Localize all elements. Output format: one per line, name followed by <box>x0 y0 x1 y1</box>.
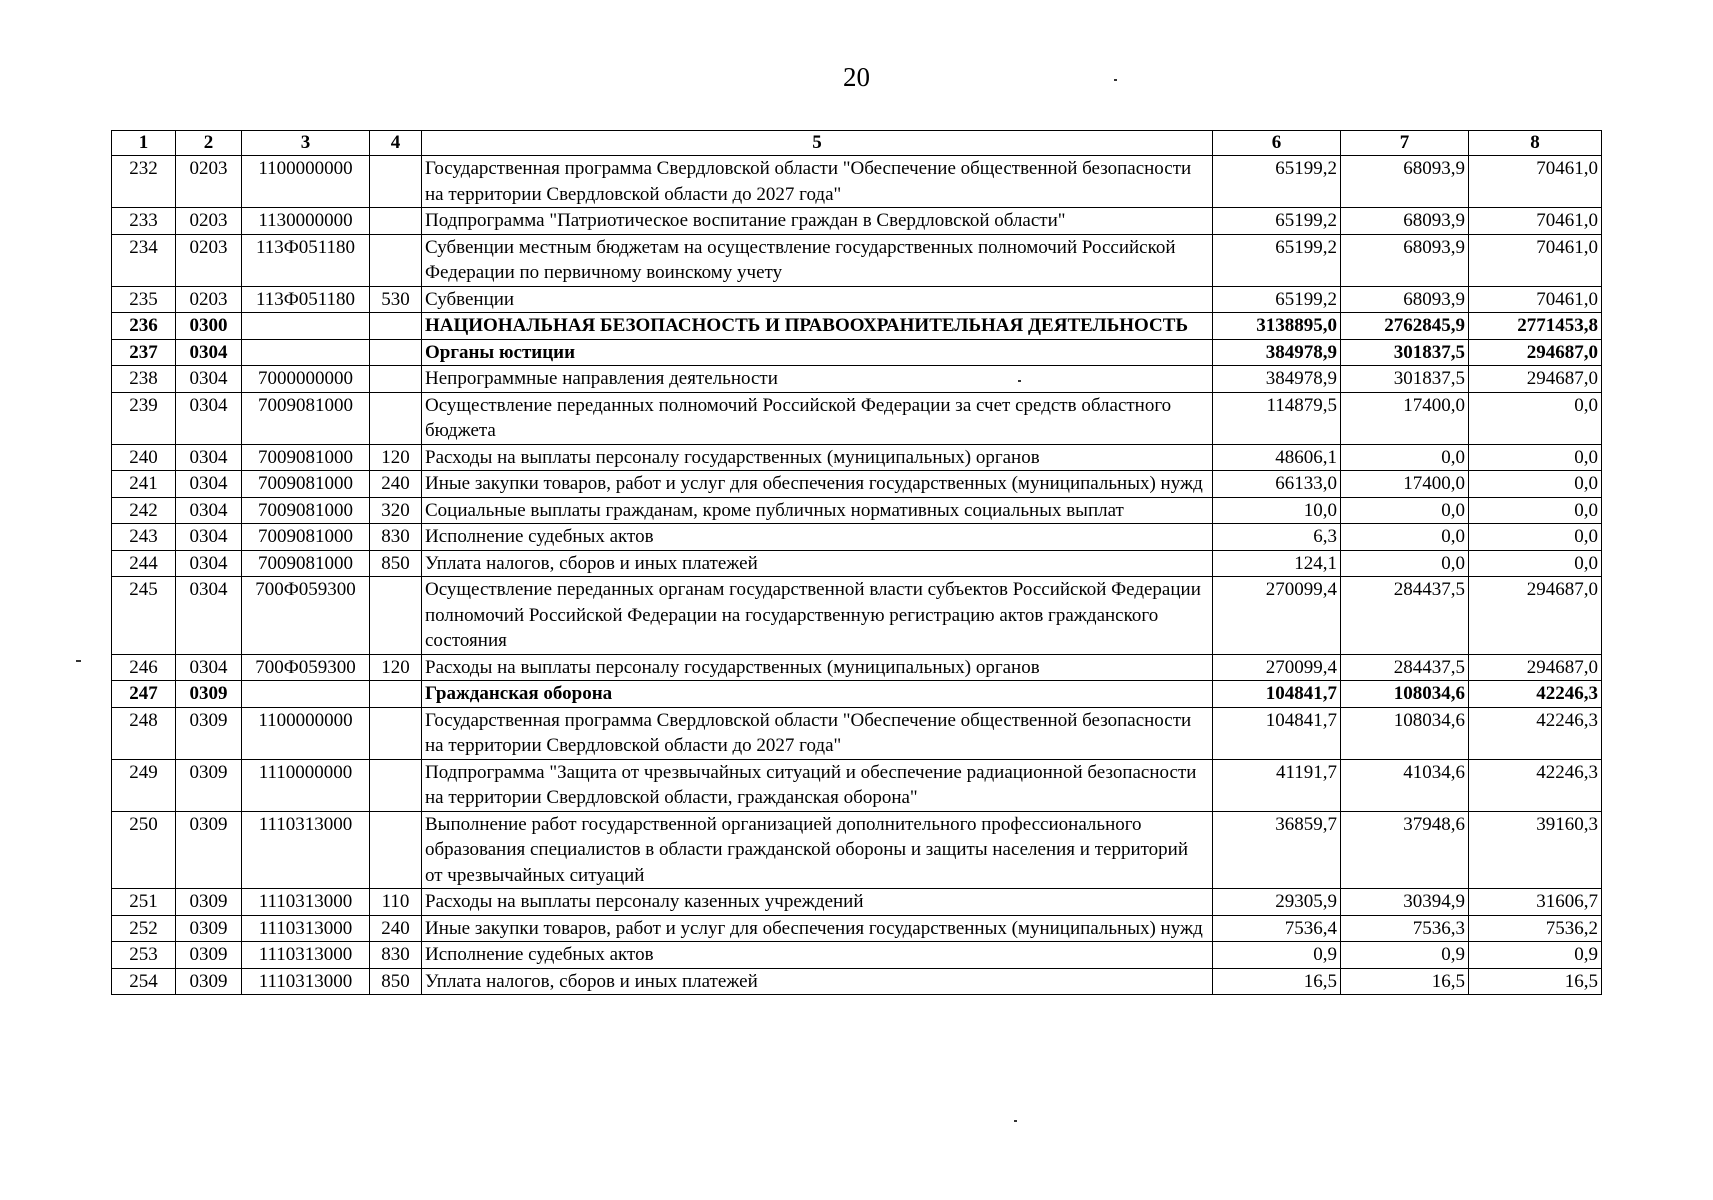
expense-type-code <box>370 811 422 889</box>
scan-speck <box>76 660 81 662</box>
table-row <box>112 577 1602 655</box>
header-col-8: 8 <box>1469 131 1602 156</box>
amount-col-6: 41191,7 <box>1213 759 1341 811</box>
row-number: 254 <box>112 968 176 995</box>
amount-col-7: 108034,6 <box>1341 681 1469 708</box>
item-name: Субвенции местным бюджетам на осуществление государственных полномочий Российской Федерации по первичному воинскому учету <box>422 234 1213 286</box>
target-code: 7009081000 <box>242 550 370 577</box>
amount-col-7: 68093,9 <box>1341 156 1469 208</box>
table-body <box>112 156 1602 995</box>
table-row <box>112 313 1602 340</box>
section-code: 0203 <box>176 156 242 208</box>
header-col-7: 7 <box>1341 131 1469 156</box>
item-name: Гражданская оборона <box>422 681 1213 708</box>
item-name: Расходы на выплаты персоналу государственных (муниципальных) органов <box>422 654 1213 681</box>
amount-col-7: 2762845,9 <box>1341 313 1469 340</box>
amount-col-6: 270099,4 <box>1213 654 1341 681</box>
amount-col-7: 37948,6 <box>1341 811 1469 889</box>
section-code: 0304 <box>176 471 242 498</box>
expense-type-code: 320 <box>370 497 422 524</box>
amount-col-8: 39160,3 <box>1469 811 1602 889</box>
amount-col-8: 7536,2 <box>1469 915 1602 942</box>
target-code: 7009081000 <box>242 392 370 444</box>
target-code: 1100000000 <box>242 707 370 759</box>
amount-col-6: 270099,4 <box>1213 577 1341 655</box>
expense-type-code: 530 <box>370 286 422 313</box>
target-code: 7009081000 <box>242 497 370 524</box>
amount-col-8: 0,0 <box>1469 471 1602 498</box>
row-number: 250 <box>112 811 176 889</box>
amount-col-7: 68093,9 <box>1341 234 1469 286</box>
table-row <box>112 234 1602 286</box>
amount-col-8: 0,0 <box>1469 444 1602 471</box>
item-name: Государственная программа Свердловской области "Обеспечение общественной безопасности на территории Свердловской области до 2027 года" <box>422 707 1213 759</box>
amount-col-7: 41034,6 <box>1341 759 1469 811</box>
amount-col-8: 16,5 <box>1469 968 1602 995</box>
amount-col-8: 294687,0 <box>1469 577 1602 655</box>
amount-col-8: 0,0 <box>1469 550 1602 577</box>
row-number: 243 <box>112 524 176 551</box>
target-code: 1110313000 <box>242 915 370 942</box>
table-row <box>112 707 1602 759</box>
row-number: 253 <box>112 942 176 969</box>
row-number: 233 <box>112 208 176 235</box>
header-col-1: 1 <box>112 131 176 156</box>
target-code: 113Ф051180 <box>242 286 370 313</box>
expense-type-code: 830 <box>370 942 422 969</box>
item-name: Иные закупки товаров, работ и услуг для обеспечения государственных (муниципальных) нужд <box>422 915 1213 942</box>
item-name: Непрограммные направления деятельности <box>422 366 1213 393</box>
section-code: 0309 <box>176 889 242 916</box>
section-code: 0203 <box>176 208 242 235</box>
amount-col-8: 70461,0 <box>1469 234 1602 286</box>
scan-speck <box>1018 380 1021 382</box>
amount-col-8: 294687,0 <box>1469 366 1602 393</box>
target-code: 7009081000 <box>242 444 370 471</box>
expense-type-code: 240 <box>370 471 422 498</box>
row-number: 249 <box>112 759 176 811</box>
table-row <box>112 392 1602 444</box>
amount-col-6: 6,3 <box>1213 524 1341 551</box>
item-name: Осуществление переданных органам государственной власти субъектов Российской Федерации полномочий Российской Федерации на государственную регистрацию актов гражданского состояния <box>422 577 1213 655</box>
row-number: 232 <box>112 156 176 208</box>
expense-type-code: 850 <box>370 550 422 577</box>
item-name: Исполнение судебных актов <box>422 942 1213 969</box>
amount-col-6: 65199,2 <box>1213 234 1341 286</box>
item-name: Государственная программа Свердловской области "Обеспечение общественной безопасности на территории Свердловской области до 2027 года" <box>422 156 1213 208</box>
expense-type-code <box>370 234 422 286</box>
row-number: 238 <box>112 366 176 393</box>
table-row <box>112 915 1602 942</box>
row-number: 236 <box>112 313 176 340</box>
expense-type-code <box>370 577 422 655</box>
item-name: Исполнение судебных актов <box>422 524 1213 551</box>
table-row <box>112 497 1602 524</box>
expense-type-code: 830 <box>370 524 422 551</box>
row-number: 244 <box>112 550 176 577</box>
section-code: 0304 <box>176 366 242 393</box>
target-code: 7000000000 <box>242 366 370 393</box>
table-row <box>112 471 1602 498</box>
amount-col-8: 70461,0 <box>1469 156 1602 208</box>
amount-col-7: 0,9 <box>1341 942 1469 969</box>
section-code: 0309 <box>176 681 242 708</box>
table-row <box>112 968 1602 995</box>
item-name: Органы юстиции <box>422 339 1213 366</box>
table-row <box>112 444 1602 471</box>
table-row <box>112 811 1602 889</box>
amount-col-6: 65199,2 <box>1213 208 1341 235</box>
amount-col-6: 3138895,0 <box>1213 313 1341 340</box>
section-code: 0304 <box>176 550 242 577</box>
amount-col-7: 0,0 <box>1341 497 1469 524</box>
scan-speck <box>1014 1120 1017 1122</box>
row-number: 234 <box>112 234 176 286</box>
section-code: 0300 <box>176 313 242 340</box>
amount-col-7: 301837,5 <box>1341 339 1469 366</box>
amount-col-7: 108034,6 <box>1341 707 1469 759</box>
table-row <box>112 366 1602 393</box>
target-code: 1110313000 <box>242 811 370 889</box>
target-code: 1110000000 <box>242 759 370 811</box>
table-row <box>112 524 1602 551</box>
section-code: 0304 <box>176 339 242 366</box>
row-number: 246 <box>112 654 176 681</box>
target-code: 1110313000 <box>242 968 370 995</box>
target-code: 1130000000 <box>242 208 370 235</box>
amount-col-8: 70461,0 <box>1469 208 1602 235</box>
table-header-row <box>112 131 1602 156</box>
amount-col-8: 0,0 <box>1469 524 1602 551</box>
amount-col-7: 17400,0 <box>1341 471 1469 498</box>
target-code: 700Ф059300 <box>242 654 370 681</box>
header-col-4: 4 <box>370 131 422 156</box>
amount-col-6: 48606,1 <box>1213 444 1341 471</box>
section-code: 0203 <box>176 286 242 313</box>
header-col-6: 6 <box>1213 131 1341 156</box>
amount-col-7: 0,0 <box>1341 524 1469 551</box>
expense-type-code <box>370 313 422 340</box>
expense-type-code <box>370 366 422 393</box>
amount-col-6: 65199,2 <box>1213 156 1341 208</box>
item-name: Подпрограмма "Патриотическое воспитание граждан в Свердловской области" <box>422 208 1213 235</box>
section-code: 0309 <box>176 707 242 759</box>
amount-col-7: 17400,0 <box>1341 392 1469 444</box>
row-number: 252 <box>112 915 176 942</box>
item-name: Уплата налогов, сборов и иных платежей <box>422 968 1213 995</box>
amount-col-7: 16,5 <box>1341 968 1469 995</box>
page-number: 20 <box>843 62 870 92</box>
target-code: 113Ф051180 <box>242 234 370 286</box>
row-number: 235 <box>112 286 176 313</box>
header-col-3: 3 <box>242 131 370 156</box>
expense-type-code: 120 <box>370 444 422 471</box>
amount-col-7: 284437,5 <box>1341 654 1469 681</box>
amount-col-8: 31606,7 <box>1469 889 1602 916</box>
amount-col-6: 114879,5 <box>1213 392 1341 444</box>
section-code: 0309 <box>176 968 242 995</box>
amount-col-8: 42246,3 <box>1469 681 1602 708</box>
amount-col-6: 36859,7 <box>1213 811 1341 889</box>
expense-type-code <box>370 707 422 759</box>
table-row <box>112 156 1602 208</box>
amount-col-6: 384978,9 <box>1213 366 1341 393</box>
amount-col-8: 0,0 <box>1469 497 1602 524</box>
expense-type-code: 240 <box>370 915 422 942</box>
expense-type-code: 850 <box>370 968 422 995</box>
header-col-2: 2 <box>176 131 242 156</box>
section-code: 0309 <box>176 915 242 942</box>
table-row <box>112 550 1602 577</box>
amount-col-6: 124,1 <box>1213 550 1341 577</box>
expense-type-code <box>370 681 422 708</box>
row-number: 242 <box>112 497 176 524</box>
amount-col-7: 301837,5 <box>1341 366 1469 393</box>
header-col-5: 5 <box>422 131 1213 156</box>
item-name: Социальные выплаты гражданам, кроме публичных нормативных социальных выплат <box>422 497 1213 524</box>
row-number: 248 <box>112 707 176 759</box>
section-code: 0309 <box>176 942 242 969</box>
amount-col-6: 7536,4 <box>1213 915 1341 942</box>
item-name: Иные закупки товаров, работ и услуг для обеспечения государственных (муниципальных) нужд <box>422 471 1213 498</box>
amount-col-6: 66133,0 <box>1213 471 1341 498</box>
table-row <box>112 208 1602 235</box>
row-number: 237 <box>112 339 176 366</box>
section-code: 0304 <box>176 497 242 524</box>
amount-col-7: 7536,3 <box>1341 915 1469 942</box>
expense-type-code: 110 <box>370 889 422 916</box>
row-number: 239 <box>112 392 176 444</box>
section-code: 0304 <box>176 654 242 681</box>
target-code <box>242 313 370 340</box>
row-number: 251 <box>112 889 176 916</box>
amount-col-8: 42246,3 <box>1469 759 1602 811</box>
item-name: Расходы на выплаты персоналу казенных учреждений <box>422 889 1213 916</box>
amount-col-6: 65199,2 <box>1213 286 1341 313</box>
table-row <box>112 942 1602 969</box>
section-code: 0309 <box>176 811 242 889</box>
target-code <box>242 681 370 708</box>
target-code: 1110313000 <box>242 889 370 916</box>
amount-col-6: 29305,9 <box>1213 889 1341 916</box>
item-name: Уплата налогов, сборов и иных платежей <box>422 550 1213 577</box>
amount-col-6: 104841,7 <box>1213 707 1341 759</box>
section-code: 0304 <box>176 392 242 444</box>
amount-col-7: 68093,9 <box>1341 286 1469 313</box>
amount-col-8: 0,0 <box>1469 392 1602 444</box>
target-code: 7009081000 <box>242 471 370 498</box>
table-row <box>112 759 1602 811</box>
amount-col-8: 2771453,8 <box>1469 313 1602 340</box>
target-code: 1100000000 <box>242 156 370 208</box>
scan-speck <box>1114 79 1117 81</box>
expense-type-code <box>370 156 422 208</box>
expense-type-code <box>370 759 422 811</box>
amount-col-7: 0,0 <box>1341 550 1469 577</box>
table-row <box>112 339 1602 366</box>
item-name: НАЦИОНАЛЬНАЯ БЕЗОПАСНОСТЬ И ПРАВООХРАНИТЕЛЬНАЯ ДЕЯТЕЛЬНОСТЬ <box>422 313 1213 340</box>
item-name: Субвенции <box>422 286 1213 313</box>
table-row <box>112 681 1602 708</box>
expense-type-code: 120 <box>370 654 422 681</box>
amount-col-6: 10,0 <box>1213 497 1341 524</box>
target-code: 700Ф059300 <box>242 577 370 655</box>
target-code: 1110313000 <box>242 942 370 969</box>
row-number: 240 <box>112 444 176 471</box>
table-row <box>112 286 1602 313</box>
expense-type-code <box>370 392 422 444</box>
section-code: 0304 <box>176 524 242 551</box>
item-name: Осуществление переданных полномочий Российской Федерации за счет средств областного бюджета <box>422 392 1213 444</box>
table-row <box>112 889 1602 916</box>
item-name: Расходы на выплаты персоналу государственных (муниципальных) органов <box>422 444 1213 471</box>
target-code: 7009081000 <box>242 524 370 551</box>
section-code: 0203 <box>176 234 242 286</box>
amount-col-8: 70461,0 <box>1469 286 1602 313</box>
amount-col-7: 68093,9 <box>1341 208 1469 235</box>
section-code: 0304 <box>176 444 242 471</box>
table-row <box>112 654 1602 681</box>
amount-col-6: 384978,9 <box>1213 339 1341 366</box>
section-code: 0304 <box>176 577 242 655</box>
amount-col-7: 0,0 <box>1341 444 1469 471</box>
expense-type-code <box>370 339 422 366</box>
item-name: Выполнение работ государственной организацией дополнительного профессионального образования специалистов в области гражданской обороны и защиты населения и территорий от чрезвычайных ситуаций <box>422 811 1213 889</box>
amount-col-7: 30394,9 <box>1341 889 1469 916</box>
amount-col-8: 0,9 <box>1469 942 1602 969</box>
amount-col-7: 284437,5 <box>1341 577 1469 655</box>
amount-col-8: 294687,0 <box>1469 654 1602 681</box>
row-number: 245 <box>112 577 176 655</box>
row-number: 247 <box>112 681 176 708</box>
amount-col-6: 0,9 <box>1213 942 1341 969</box>
item-name: Подпрограмма "Защита от чрезвычайных ситуаций и обеспечение радиационной безопасности на территории Свердловской области, гражданская оборона" <box>422 759 1213 811</box>
amount-col-6: 16,5 <box>1213 968 1341 995</box>
amount-col-8: 294687,0 <box>1469 339 1602 366</box>
target-code <box>242 339 370 366</box>
section-code: 0309 <box>176 759 242 811</box>
row-number: 241 <box>112 471 176 498</box>
amount-col-6: 104841,7 <box>1213 681 1341 708</box>
budget-table <box>111 130 1602 995</box>
expense-type-code <box>370 208 422 235</box>
amount-col-8: 42246,3 <box>1469 707 1602 759</box>
